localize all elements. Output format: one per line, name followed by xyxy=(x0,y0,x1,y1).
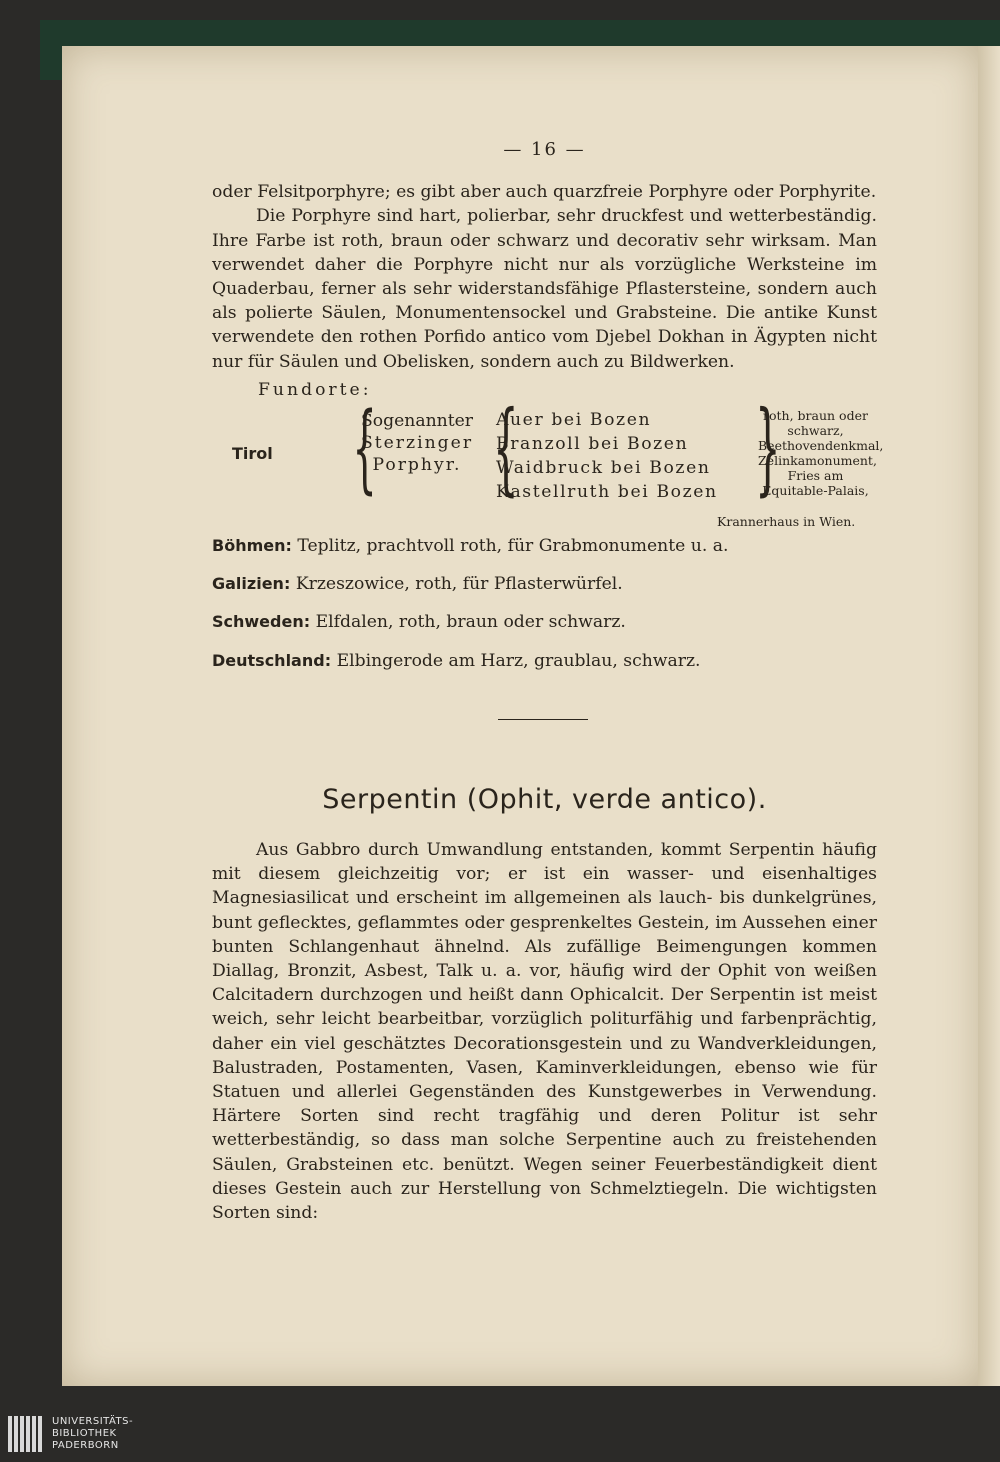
usage-notes-last: Krannerhaus in Wien. xyxy=(717,514,856,530)
list-item: Auer bei Bozen xyxy=(496,410,652,431)
region-text: Elfdalen, roth, braun oder schwarz. xyxy=(315,612,626,633)
left-brace-icon: { xyxy=(352,392,377,505)
right-brace-icon: } xyxy=(755,389,781,507)
section-title: Serpentin (Ophit, verde antico). xyxy=(322,783,767,815)
tirol-label: Tirol xyxy=(232,444,273,464)
fundorte-label: Fundorte: xyxy=(258,379,372,400)
list-item: Branzoll bei Bozen xyxy=(496,434,689,455)
paragraph-porphyre-intro: oder Felsitporphyre; es gibt aber auch quarzfreie Porphyre oder Porphyrite. xyxy=(212,182,877,203)
library-logo-icon xyxy=(8,1416,46,1452)
region-name: Galizien: xyxy=(212,574,291,594)
region-schweden xyxy=(212,610,877,634)
region-text: Krzeszowice, roth, für Pflasterwürfel. xyxy=(295,574,623,595)
sterz-line-1: Sogenannter xyxy=(360,411,474,432)
usage-notes: roth, braun oder schwarz, Beethovendenkmal, Zelinkamonument, Fries am Equitable-Palais, xyxy=(758,408,884,499)
library-name-line2: BIBLIOTHEK xyxy=(52,1428,117,1439)
region-galizien xyxy=(212,572,877,596)
library-name-line3: PADERBORN xyxy=(52,1440,119,1451)
region-deutschland xyxy=(212,649,877,673)
sterz-line-3: Porphyr. xyxy=(372,455,462,476)
tirol-places-list xyxy=(496,408,718,504)
paragraph-porphyre-properties: Die Porphyre sind hart, polierbar, sehr druckfest und wetterbeständig. Ihre Farbe ist roth, braun oder schwarz und decorativ sehr wirksam. Man verwendet daher die Porphyre nicht nur als vorzügliche Werksteine im Quaderbau, ferner als sehr widerstandsfähige Pflastersteine, sondern auch als polierte Säulen, Monumentensockel und Grabsteine. Die antike Kunst verwendete den rothen Porfido antico vom Djebel Dokhan in Ägypten nicht nur für Säulen und Obelisken, sondern auch zu Bildwerken. xyxy=(212,206,877,372)
page-number: — 16 — xyxy=(503,139,586,160)
paragraph-serpentin: Aus Gabbro durch Umwandlung entstanden, kommt Serpentin häufig mit diesem gleichzeitig vor; er ist ein wasser- und eisenhaltiges Magnesiasilicat und erscheint im allgemeinen als lauch- bis dunkelgrünes, bunt geflecktes, geflammtes oder gesprenkeltes Gestein, im Aussehen einer bunten Schlangenhaut ähnelnd. Als zufällige Beimengungen kommen Diallag, Bronzit, Asbest, Talk u. a. vor, häufig wird der Ophit von weißen Calcitadern durchzogen und heißt dann Ophicalcit. Der Serpentin ist meist weich, sehr leicht bearbeitbar, vorzüglich politurfähig und farbenprächtig, daher ein viel geschätztes Decorationsgestein und zu Wandverkleidungen, Balustraden, Postamenten, Vasen, Kaminverkleidungen, ebenso wie für Statuen und allerlei Gegenständen des Kunstgewerbes in Verwendung. Härtere Sorten sind recht tragfähig und deren Politur ist sehr wetterbeständig, so dass man solche Serpentine auch zu freistehenden Säulen, Grabsteinen etc. benützt. Wegen seiner Feuerbeständigkeit dient dieses Gestein auch zur Herstellung von Schmelztiegeln. Die wichtigsten Sorten sind: xyxy=(212,840,877,1224)
sterzinger-porphyr xyxy=(352,410,482,476)
section-divider xyxy=(498,719,588,720)
library-name xyxy=(52,1416,133,1452)
sterz-line-2: Sterzinger xyxy=(360,433,474,454)
region-name: Böhmen: xyxy=(212,536,292,556)
region-text: Elbingerode am Harz, graublau, schwarz. xyxy=(336,650,701,671)
region-boehmen xyxy=(212,534,877,558)
library-footer xyxy=(0,1406,1000,1462)
library-name-line1: UNIVERSITÄTS- xyxy=(52,1416,134,1427)
middle-brace-icon: { xyxy=(493,389,519,507)
page-content xyxy=(212,120,884,1225)
region-text: Teplitz, prachtvoll roth, für Grabmonumente u. a. xyxy=(297,536,729,557)
region-name: Deutschland: xyxy=(212,650,332,670)
region-name: Schweden: xyxy=(212,612,311,632)
list-item: Kastellruth bei Bozen xyxy=(496,482,718,503)
page-edge-shadow xyxy=(978,46,1000,1386)
list-item: Waidbruck bei Bozen xyxy=(496,458,711,479)
